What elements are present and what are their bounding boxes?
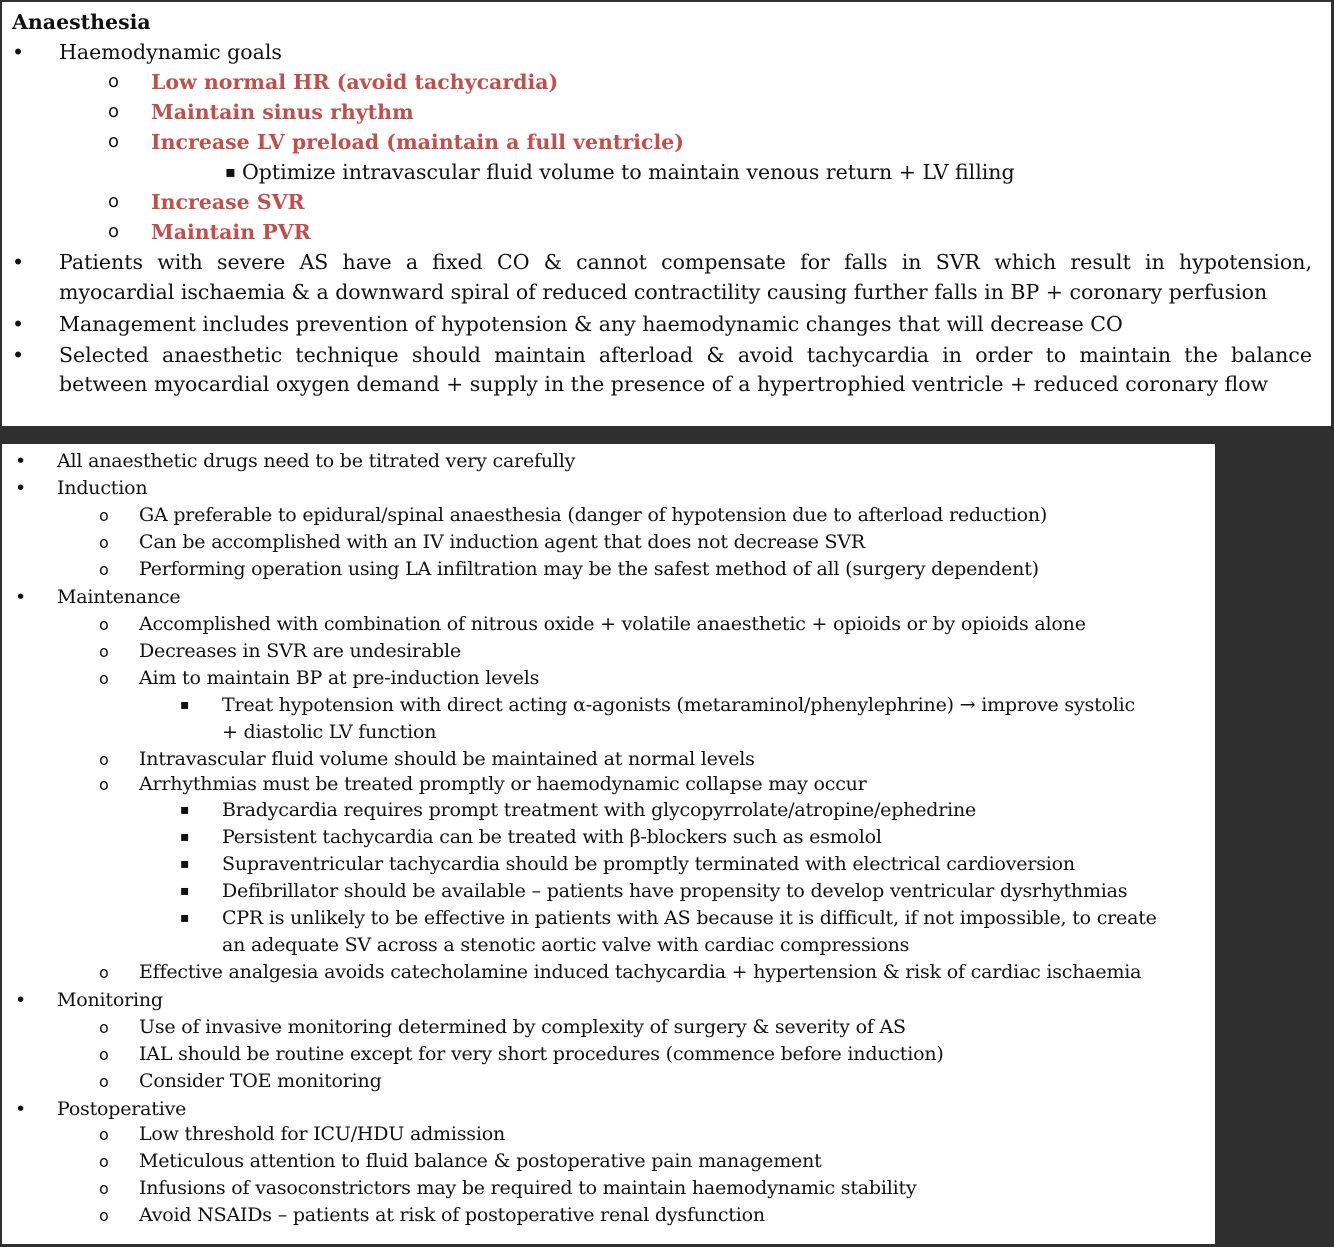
bullet-square-icon: ▪: [225, 162, 236, 181]
bullet-circle-icon: o: [99, 750, 109, 769]
bullet-disc-icon: •: [12, 312, 25, 336]
bullet-circle-icon: o: [99, 642, 109, 661]
list-subitem: + diastolic LV function: [222, 721, 437, 743]
haemodynamic-goals-heading: Haemodynamic goals: [59, 40, 282, 64]
bullet-square-icon: ▪: [180, 829, 190, 845]
paragraph-line: between myocardial oxygen demand + supply in the presence of a hypertrophied ventricle + reduced coronary flow: [59, 372, 1269, 396]
bullet-disc-icon: •: [12, 343, 25, 367]
bullet-circle-icon: o: [99, 1072, 109, 1091]
bullet-circle-icon: o: [99, 963, 109, 982]
list-item: Infusions of vasoconstrictors may be required to maintain haemodynamic stability: [139, 1177, 917, 1199]
bullet-disc-icon: •: [12, 40, 25, 64]
bullet-circle-icon: o: [108, 221, 120, 242]
list-item: GA preferable to epidural/spinal anaesthesia (danger of hypotension due to afterload reduction): [139, 504, 1048, 526]
list-subitem: CPR is unlikely to be effective in patients with AS because it is difficult, if not impossible, to create: [222, 907, 1157, 929]
list-item: Intravascular fluid volume should be maintained at normal levels: [139, 748, 755, 770]
bullet-disc-icon: •: [15, 586, 27, 608]
bullet-circle-icon: o: [108, 101, 120, 122]
bullet-circle-icon: o: [99, 1018, 109, 1037]
anaesthesia-summary-panel: [2, 2, 1331, 426]
bullet-circle-icon: o: [99, 1045, 109, 1064]
bullet-circle-icon: o: [99, 1206, 109, 1225]
list-subitem: Supraventricular tachycardia should be promptly terminated with electrical cardioversion: [222, 853, 1075, 875]
bullet-square-icon: ▪: [180, 802, 190, 818]
list-subitem: Defibrillator should be available – patients have propensity to develop ventricular dysrhythmias: [222, 880, 1128, 902]
bullet-disc-icon: •: [15, 989, 27, 1011]
bullet-square-icon: ▪: [180, 910, 190, 926]
bullet-circle-icon: o: [99, 533, 109, 552]
bullet-circle-icon: o: [99, 775, 109, 794]
list-item: Effective analgesia avoids catecholamine induced tachycardia + hypertension & risk of cardiac ischaemia: [139, 961, 1142, 983]
goal-item: Low normal HR (avoid tachycardia): [151, 70, 559, 94]
bullet-disc-icon: •: [15, 1098, 27, 1120]
list-item: IAL should be routine except for very short procedures (commence before induction): [139, 1043, 944, 1065]
paragraph-line: Patients with severe AS have a fixed CO & cannot compensate for falls in SVR which result in hypotension,: [59, 250, 1312, 274]
bullet-circle-icon: o: [99, 1152, 109, 1171]
anaesthesia-details-panel: [2, 444, 1215, 1244]
goal-item: Maintain PVR: [151, 220, 311, 244]
bullet-disc-icon: •: [15, 477, 27, 499]
bullet-circle-icon: o: [99, 560, 109, 579]
list-item: Use of invasive monitoring determined by complexity of surgery & severity of AS: [139, 1016, 906, 1038]
goal-item: Increase SVR: [151, 190, 305, 214]
paragraph-line: myocardial ischaemia & a downward spiral of reduced contractility causing further falls in BP + coronary perfusion: [59, 280, 1268, 304]
bullet-circle-icon: o: [108, 131, 120, 152]
bullet-square-icon: ▪: [180, 856, 190, 872]
bullet-circle-icon: o: [99, 506, 109, 525]
list-item: Decreases in SVR are undesirable: [139, 640, 461, 662]
list-item: Arrhythmias must be treated promptly or haemodynamic collapse may occur: [139, 773, 867, 795]
induction-heading: Induction: [57, 477, 148, 499]
bullet-circle-icon: o: [99, 1125, 109, 1144]
list-item: Performing operation using LA infiltration may be the safest method of all (surgery dependent): [139, 558, 1039, 580]
bullet-circle-icon: o: [99, 1179, 109, 1198]
list-item: Avoid NSAIDs – patients at risk of postoperative renal dysfunction: [139, 1204, 765, 1226]
list-item: Consider TOE monitoring: [139, 1070, 382, 1092]
paragraph-line: Selected anaesthetic technique should maintain afterload & avoid tachycardia in order to maintain the balance: [59, 343, 1312, 367]
list-subitem: Treat hypotension with direct acting α-agonists (metaraminol/phenylephrine) → improve systolic: [222, 694, 1135, 716]
list-item: Aim to maintain BP at pre-induction levels: [139, 667, 540, 689]
goal-subitem: Optimize intravascular fluid volume to maintain venous return + LV filling: [242, 160, 1015, 184]
list-item: Meticulous attention to fluid balance & postoperative pain management: [139, 1150, 822, 1172]
list-item: All anaesthetic drugs need to be titrated very carefully: [57, 450, 576, 472]
paragraph-line: Management includes prevention of hypotension & any haemodynamic changes that will decrease CO: [59, 312, 1123, 336]
bullet-circle-icon: o: [99, 615, 109, 634]
list-item: Accomplished with combination of nitrous oxide + volatile anaesthetic + opioids or by opioids alone: [139, 613, 1086, 635]
list-subitem: Persistent tachycardia can be treated with β-blockers such as esmolol: [222, 826, 882, 848]
list-item: Can be accomplished with an IV induction agent that does not decrease SVR: [139, 531, 865, 553]
goal-item: Increase LV preload (maintain a full ventricle): [151, 130, 684, 154]
monitoring-heading: Monitoring: [57, 989, 163, 1011]
list-subitem: an adequate SV across a stenotic aortic valve with cardiac compressions: [222, 934, 910, 956]
list-item: Low threshold for ICU/HDU admission: [139, 1123, 506, 1145]
postoperative-heading: Postoperative: [57, 1098, 187, 1120]
section-title: Anaesthesia: [12, 10, 151, 34]
bullet-circle-icon: o: [108, 191, 120, 212]
bullet-disc-icon: •: [12, 250, 25, 274]
bullet-square-icon: ▪: [180, 697, 190, 713]
goal-item: Maintain sinus rhythm: [151, 100, 414, 124]
list-subitem: Bradycardia requires prompt treatment with glycopyrrolate/atropine/ephedrine: [222, 799, 977, 821]
bullet-disc-icon: •: [15, 450, 27, 472]
maintenance-heading: Maintenance: [57, 586, 181, 608]
bullet-circle-icon: o: [99, 669, 109, 688]
bullet-square-icon: ▪: [180, 883, 190, 899]
bullet-circle-icon: o: [108, 71, 120, 92]
